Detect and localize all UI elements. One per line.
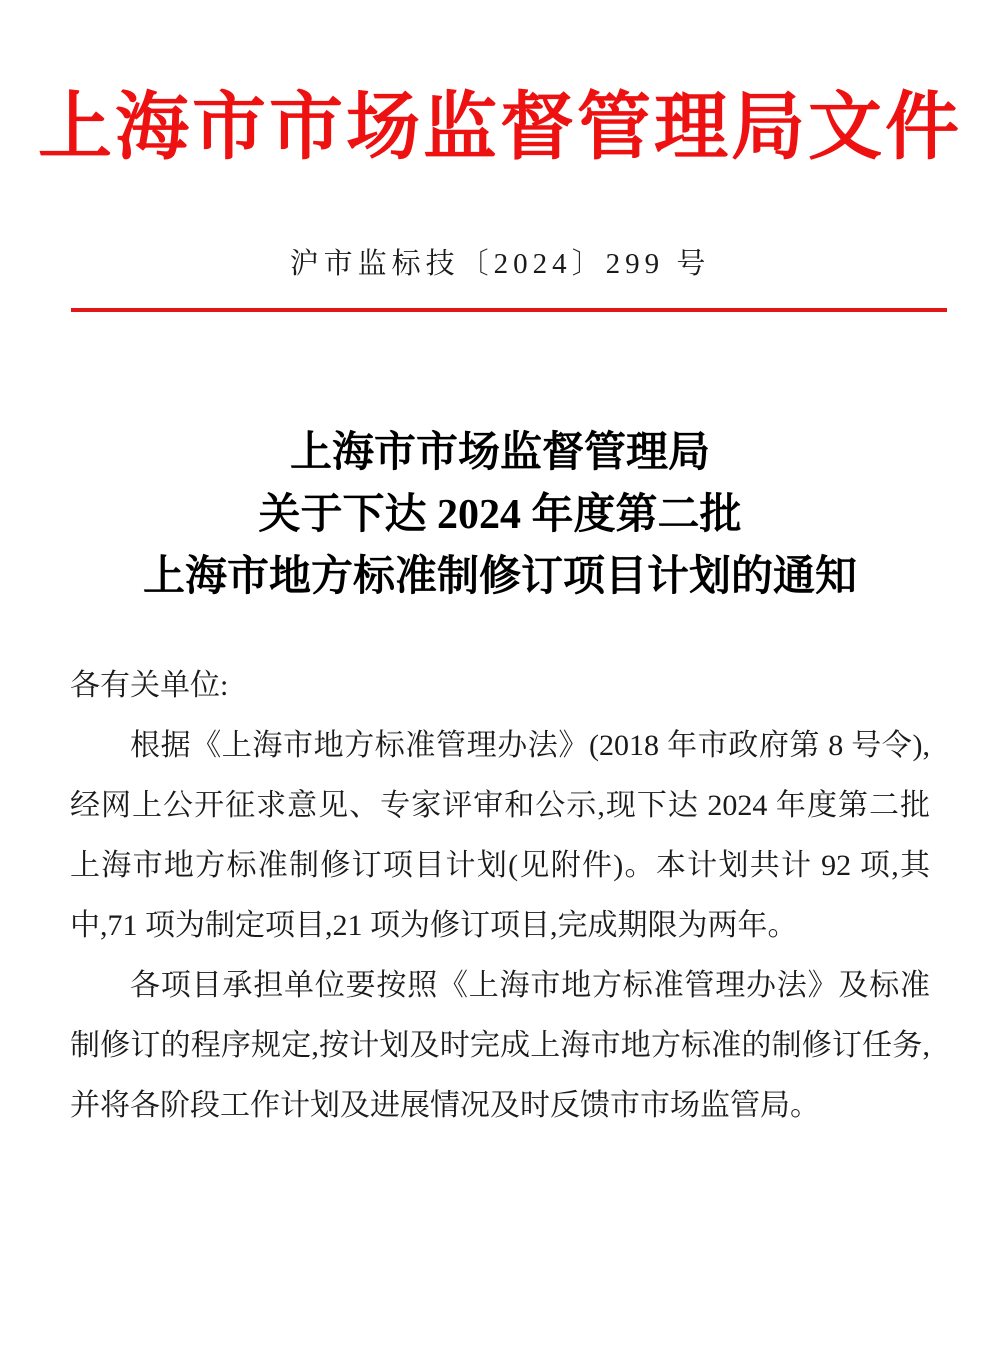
body-paragraph-2: 各项目承担单位要按照《上海市地方标准管理办法》及标准制修订的程序规定,按计划及时完成上海市地方标准的制修订任务,并将各阶段工作计划及进展情况及时反馈市市场监管局。 bbox=[70, 969, 930, 1123]
notice-body bbox=[0, 656, 1000, 1136]
document-page bbox=[0, 88, 1000, 1360]
notice-title bbox=[0, 422, 1000, 608]
letterhead-org-title: 上海市市场监督管理局文件 bbox=[38, 87, 962, 169]
notice-title-line-1: 上海市市场监督管理局 bbox=[289, 430, 710, 477]
salutation: 各有关单位: bbox=[70, 669, 229, 703]
document-number: 沪市监标技〔2024〕299 号 bbox=[289, 248, 711, 281]
red-divider-line bbox=[71, 308, 947, 312]
body-paragraph-1: 根据《上海市地方标准管理办法》(2018 年市政府第 8 号令),经网上公开征求意见、专家评审和公示,现下达 2024 年度第二批上海市地方标准制修订项目计划(见附件)。本计划共计 92 项,其中,71 项为制定项目,21 项为修订项目,完成期限为两年。 bbox=[70, 729, 930, 943]
notice-title-line-2: 关于下达 2024 年度第二批 bbox=[258, 492, 742, 539]
notice-title-line-3: 上海市地方标准制修订项目计划的通知 bbox=[142, 554, 857, 601]
